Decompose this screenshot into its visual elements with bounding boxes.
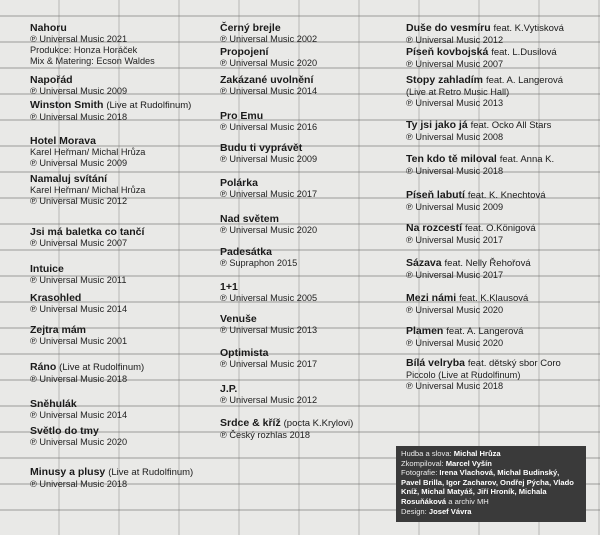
track-entry <box>30 226 230 249</box>
track-entry <box>220 213 410 236</box>
track-title: Bílá velryba feat. dětský sbor Coro <box>406 357 561 369</box>
track-entry <box>406 325 600 349</box>
credit-music-lyrics: Hudba a slova: Michal Hrůza <box>401 449 501 458</box>
track-credit-line: ℗ Universal Music 2014 <box>30 410 128 420</box>
track-title: Mezi námi feat. K.Klausová <box>406 292 529 304</box>
track-credit-line: ℗ Universal Music 2012 <box>406 35 504 45</box>
track-entry <box>406 22 600 46</box>
track-title: Venuše <box>220 313 257 325</box>
track-credit-line: ℗ Universal Music 2014 <box>220 86 318 96</box>
track-credit-line: ℗ Universal Music 2020 <box>406 338 504 348</box>
track-credit-line: ℗ Universal Music 2007 <box>30 238 128 248</box>
track-title: Černý brejle <box>220 22 281 34</box>
track-credit-line: ℗ Universal Music 2018 <box>30 479 128 489</box>
track-entry <box>30 398 230 421</box>
track-featuring: feat. K.Vytisková <box>493 23 564 34</box>
track-title: Pro Emu <box>220 110 264 122</box>
track-title: 1+1 <box>220 281 238 293</box>
track-entry <box>220 383 410 406</box>
track-title: Sněhulák <box>30 398 77 410</box>
track-title: Nahoru <box>30 22 67 34</box>
track-title: Světlo do tmy <box>30 425 99 437</box>
credit-photography: Fotografie: Irena Vlachová, Michal Budinský, Pavel Brilla, Igor Zacharov, Ondřej Pýcha, Vlado Kníž, Michal Matyáš, Jiří Hroník, Michala Rosuňáková a archiv MH <box>401 468 574 506</box>
track-credit-line: ℗ Universal Music 2009 <box>406 202 504 212</box>
track-entry <box>30 361 230 385</box>
track-credit-line: ℗ Český rozhlas 2018 <box>220 430 311 440</box>
track-title: Minusy a plusy (Live at Rudolfinum) <box>30 466 194 478</box>
track-entry <box>220 74 410 97</box>
track-title: Ty jsi jako já feat. Ocko All Stars <box>406 119 552 131</box>
track-featuring: (Live at Rudolfinum) <box>108 467 194 478</box>
track-credit-line: ℗ Universal Music 2009 <box>30 158 128 168</box>
track-credit-line: ℗ Universal Music 2016 <box>220 122 318 132</box>
track-credit-line: ℗ Universal Music 2011 <box>30 275 127 285</box>
track-title: J.P. <box>220 383 238 395</box>
track-entry <box>30 324 230 347</box>
track-credit-line: ℗ Universal Music 2021 <box>30 34 128 44</box>
track-entry <box>30 292 230 315</box>
track-entry <box>406 357 600 392</box>
track-entry <box>406 119 600 143</box>
track-credit-line: ℗ Universal Music 2020 <box>220 225 318 235</box>
track-title: Ráno (Live at Rudolfinum) <box>30 361 145 373</box>
track-credit-line: ℗ Universal Music 2001 <box>30 336 128 346</box>
track-credit-line: ℗ Universal Music 2020 <box>30 437 128 447</box>
track-credit-line: ℗ Supraphon 2015 <box>220 258 298 268</box>
track-entry <box>30 99 230 123</box>
track-featuring: (Live at Rudolfinum) <box>106 100 192 111</box>
track-entry <box>220 417 410 441</box>
track-credit-line: ℗ Universal Music 2008 <box>406 132 504 142</box>
track-entry <box>406 189 600 213</box>
track-title: Budu ti vyprávět <box>220 142 303 154</box>
track-entry <box>406 74 600 109</box>
track-credit-line: Mix & Matering: Ecson Waldes <box>30 56 155 66</box>
track-featuring: feat. O.Königová <box>464 223 536 234</box>
track-entry <box>406 292 600 316</box>
track-title: Píseň kovbojská feat. L.Dusilová <box>406 46 557 58</box>
track-title: Zakázané uvolnění <box>220 74 314 86</box>
track-title: Srdce & kříž (pocta K.Krylovi) <box>220 417 354 429</box>
track-credit-line: ℗ Universal Music 2013 <box>406 98 504 108</box>
track-title: Nad světem <box>220 213 279 225</box>
track-title: Namaluj svítání <box>30 173 108 185</box>
track-featuring: feat. A. Langerová <box>485 75 564 86</box>
track-entry <box>220 177 410 200</box>
track-featuring: feat. L.Dusilová <box>491 47 557 58</box>
track-entry <box>30 22 230 67</box>
track-entry <box>220 246 410 269</box>
track-title: Krasohled <box>30 292 82 304</box>
track-credit-line: Piccolo (Live at Rudolfinum) <box>406 370 521 380</box>
track-entry <box>406 257 600 281</box>
track-credit-line: ℗ Universal Music 2005 <box>220 293 318 303</box>
credit-design: Design: Josef Vávra <box>401 506 472 516</box>
track-entry <box>30 466 230 490</box>
track-entry <box>220 281 410 304</box>
track-entry <box>30 173 230 207</box>
track-credit-line: ℗ Universal Music 2002 <box>220 34 318 44</box>
track-featuring: feat. Ocko All Stars <box>470 120 552 131</box>
track-title: Polárka <box>220 177 258 189</box>
track-credit-line: ℗ Universal Music 2018 <box>406 166 504 176</box>
track-credit-line: ℗ Universal Music 2017 <box>406 270 504 280</box>
track-credit-line: ℗ Universal Music 2018 <box>406 381 504 391</box>
track-featuring: (Live at Rudolfinum) <box>59 362 145 373</box>
track-featuring: feat. Nelly Řehořová <box>444 258 531 269</box>
track-featuring: feat. K.Klausová <box>459 293 529 304</box>
track-entry <box>220 142 410 165</box>
track-credit-line: ℗ Universal Music 2007 <box>406 59 504 69</box>
track-featuring: feat. K. Knechtová <box>467 190 546 201</box>
track-credit-line: ℗ Universal Music 2018 <box>30 374 128 384</box>
track-credit-line: ℗ Universal Music 2014 <box>30 304 128 314</box>
track-credit-line: ℗ Universal Music 2009 <box>220 154 318 164</box>
track-credit-line: ℗ Universal Music 2017 <box>220 359 318 369</box>
track-credit-line: ℗ Universal Music 2009 <box>30 86 128 96</box>
track-entry <box>406 46 600 70</box>
track-title: Plamen feat. A. Langerová <box>406 325 524 337</box>
track-credit-line: ℗ Universal Music 2018 <box>30 112 128 122</box>
track-title: Duše do vesmíru feat. K.Vytisková <box>406 22 564 34</box>
track-credit-line: Karel Heřman/ Michal Hrůza <box>30 147 146 157</box>
track-title: Hotel Morava <box>30 135 96 147</box>
track-title: Stopy zahladím feat. A. Langerová <box>406 74 564 86</box>
track-title: Optimista <box>220 347 269 359</box>
track-entry <box>30 425 230 448</box>
track-title: Jsi má baletka co tančí <box>30 226 145 238</box>
credits-box <box>396 446 586 522</box>
track-title: Píseň labutí feat. K. Knechtová <box>406 189 546 201</box>
track-entry <box>406 222 600 246</box>
track-entry <box>30 74 230 97</box>
track-credit-line: ℗ Universal Music 2020 <box>220 58 318 68</box>
track-credit-line: ℗ Universal Music 2013 <box>220 325 318 335</box>
track-title: Intuice <box>30 263 64 275</box>
track-title: Na rozcestí feat. O.Königová <box>406 222 536 234</box>
track-entry <box>220 313 410 336</box>
track-entry <box>30 135 230 169</box>
track-featuring: (pocta K.Krylovi) <box>283 418 354 429</box>
track-credit-line: Produkce: Honza Horáček <box>30 45 138 55</box>
track-featuring: feat. A. Langerová <box>446 326 524 337</box>
track-title: Sázava feat. Nelly Řehořová <box>406 257 531 269</box>
track-credit-line: (Live at Retro Music Hall) <box>406 87 510 97</box>
track-credit-line: ℗ Universal Music 2012 <box>220 395 318 405</box>
track-title: Padesátka <box>220 246 272 258</box>
track-title: Winston Smith (Live at Rudolfinum) <box>30 99 192 111</box>
track-credit-line: Karel Heřman/ Michal Hrůza <box>30 185 146 195</box>
credit-compiled-by: Zkompiloval: Marcel Vyšín <box>401 458 492 468</box>
track-entry <box>220 347 410 370</box>
track-title: Napořád <box>30 74 73 86</box>
track-title: Ten kdo tě miloval feat. Anna K. <box>406 153 555 165</box>
track-featuring: feat. dětský sbor Coro <box>467 358 561 369</box>
track-entry <box>30 263 230 286</box>
track-featuring: feat. Anna K. <box>499 154 555 165</box>
track-credit-line: ℗ Universal Music 2017 <box>406 235 504 245</box>
track-entry <box>220 110 410 133</box>
track-entry <box>406 153 600 177</box>
track-entry <box>220 46 410 69</box>
track-credit-line: ℗ Universal Music 2017 <box>220 189 318 199</box>
track-entry <box>220 22 410 45</box>
track-title: Zejtra mám <box>30 324 87 336</box>
track-credit-line: ℗ Universal Music 2020 <box>406 305 504 315</box>
track-title: Propojení <box>220 46 269 58</box>
track-credit-line: ℗ Universal Music 2012 <box>30 196 128 206</box>
